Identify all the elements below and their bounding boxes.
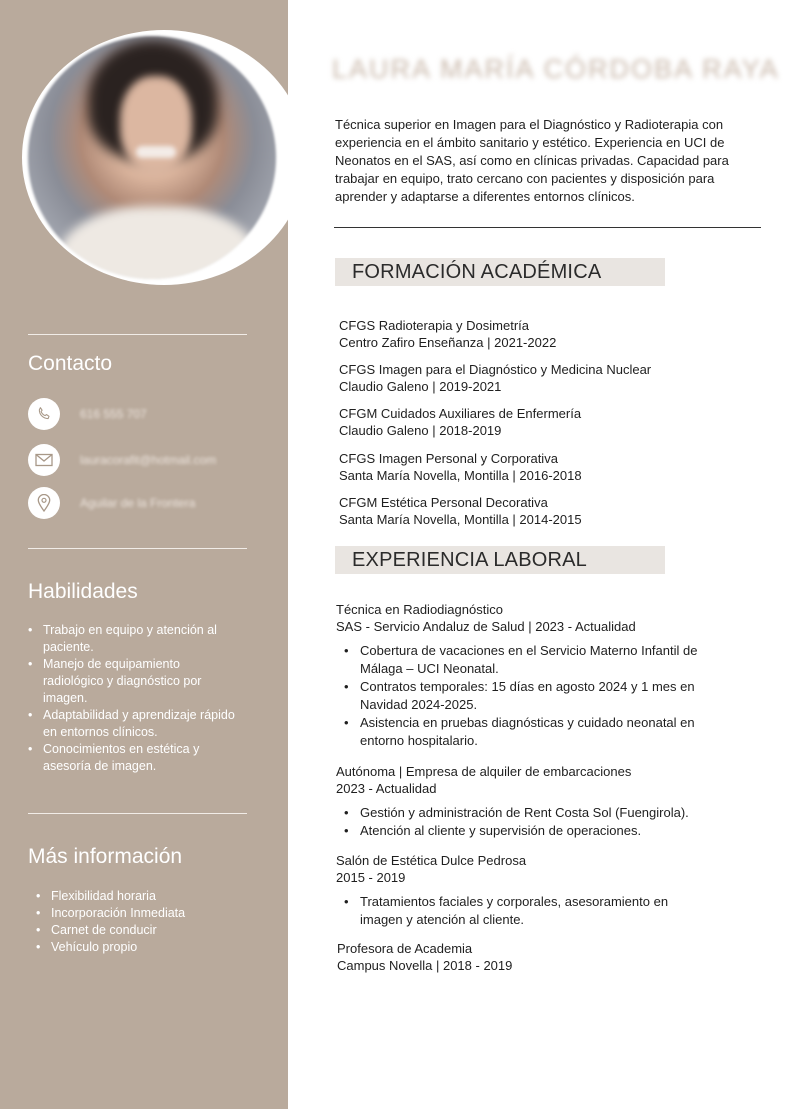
job-duty: • Asistencia en pruebas diagnósticas y cuidado neonatal en entorno hospitalario. — [337, 714, 709, 750]
skill-item: • Adaptabilidad y aprendizaje rápido en entornos clínicos. — [28, 707, 238, 741]
phone-text: 616 555 707 — [80, 407, 147, 421]
job-entry — [336, 852, 526, 886]
job-duty: • Cobertura de vacaciones en el Servicio Materno Infantil de Málaga – UCI Neonatal. — [337, 642, 709, 678]
main-divider — [334, 227, 761, 228]
education-entry — [339, 317, 556, 351]
job-duties — [337, 893, 709, 929]
education-heading-text: FORMACIÓN ACADÉMICA — [352, 261, 602, 283]
job-company: SAS - Servicio Andaluz de Salud | 2023 - Actualidad — [336, 619, 636, 634]
experience-heading — [335, 546, 665, 574]
location-text: Aguilar de la Frontera — [80, 496, 196, 510]
contact-email[interactable] — [28, 444, 248, 478]
job-title: Técnica en Radiodiagnóstico — [336, 602, 503, 617]
skill-item: • Conocimientos en estética y asesoría de imagen. — [28, 741, 238, 775]
degree: CFGM Cuidados Auxiliares de Enfermería — [339, 406, 582, 421]
job-company: Campus Novella | 2018 - 2019 — [337, 958, 513, 973]
skills-heading: Habilidades — [28, 580, 138, 603]
more-info-heading: Más información — [28, 845, 183, 868]
skill-item: • Manejo de equipamiento radiológico y diagnóstico por imagen. — [28, 656, 238, 707]
job-duty: • Gestión y administración de Rent Costa Sol (Fuengirola). — [337, 804, 737, 822]
school: Claudio Galeno | 2019-2021 — [339, 379, 502, 394]
degree: CFGS Imagen Personal y Corporativa — [339, 451, 558, 466]
mail-icon — [28, 444, 60, 476]
job-title: Autónoma | Empresa de alquiler de embarcaciones — [336, 764, 632, 779]
profile-photo — [28, 36, 276, 279]
more-info-item: • Carnet de conducir — [36, 922, 236, 939]
education-entry — [339, 405, 581, 439]
job-entry — [336, 601, 636, 635]
school: Santa María Novella, Montilla | 2014-2015 — [339, 512, 582, 527]
degree: CFGM Estética Personal Decorativa — [339, 495, 548, 510]
degree: CFGS Radioterapia y Dosimetría — [339, 318, 530, 333]
profile-summary: Técnica superior en Imagen para el Diagnóstico y Radioterapia con experiencia en el ámbito sanitario y estético. Experiencia en UCI de Neonatos en el SAS, así como en clínicas privadas. Capacidad para trabajar en equipo, trato cercano con pacientes y disposición para aprender y adaptarse a diferentes entornos clínicos. — [335, 117, 729, 204]
more-info-item: • Vehículo propio — [36, 939, 236, 956]
education-entry — [339, 361, 651, 395]
school: Santa María Novella, Montilla | 2016-2018 — [339, 468, 582, 483]
contact-phone[interactable] — [28, 398, 248, 432]
job-entry — [337, 940, 512, 974]
sidebar-divider — [28, 813, 247, 814]
job-duty: • Atención al cliente y supervisión de operaciones. — [337, 822, 737, 840]
location-pin-icon — [28, 487, 60, 519]
contact-heading: Contacto — [28, 352, 113, 375]
job-company: 2023 - Actualidad — [336, 781, 437, 796]
job-duties — [337, 642, 709, 750]
phone-icon — [28, 398, 60, 430]
school: Centro Zafiro Enseñanza | 2021-2022 — [339, 335, 557, 350]
more-info-item: • Flexibilidad horaria — [36, 888, 236, 905]
candidate-name: LAURA MARÍA CÓRDOBA RAYA — [332, 54, 780, 84]
contact-location[interactable] — [28, 487, 248, 521]
education-entry — [339, 494, 582, 528]
job-company: 2015 - 2019 — [336, 870, 406, 885]
job-duty: • Tratamientos faciales y corporales, asesoramiento en imagen y atención al cliente. — [337, 893, 709, 929]
job-duty: • Contratos temporales: 15 días en agosto 2024 y 1 mes en Navidad 2024-2025. — [337, 678, 709, 714]
degree: CFGS Imagen para el Diagnóstico y Medicina Nuclear — [339, 362, 652, 377]
education-heading — [335, 258, 665, 286]
sidebar-divider — [28, 334, 247, 335]
job-entry — [336, 763, 631, 797]
more-info-list — [36, 888, 236, 956]
job-title: Salón de Estética Dulce Pedrosa — [336, 853, 527, 868]
skills-list — [28, 622, 238, 775]
sidebar-divider — [28, 548, 247, 549]
email-text: lauracorafit@hotmail.com — [80, 453, 217, 467]
education-entry — [339, 450, 582, 484]
more-info-item: • Incorporación Inmediata — [36, 905, 236, 922]
school: Claudio Galeno | 2018-2019 — [339, 423, 502, 438]
skill-item: • Trabajo en equipo y atención al paciente. — [28, 622, 238, 656]
job-duties — [337, 804, 737, 840]
job-title: Profesora de Academia — [337, 941, 473, 956]
experience-heading-text: EXPERIENCIA LABORAL — [352, 549, 588, 571]
